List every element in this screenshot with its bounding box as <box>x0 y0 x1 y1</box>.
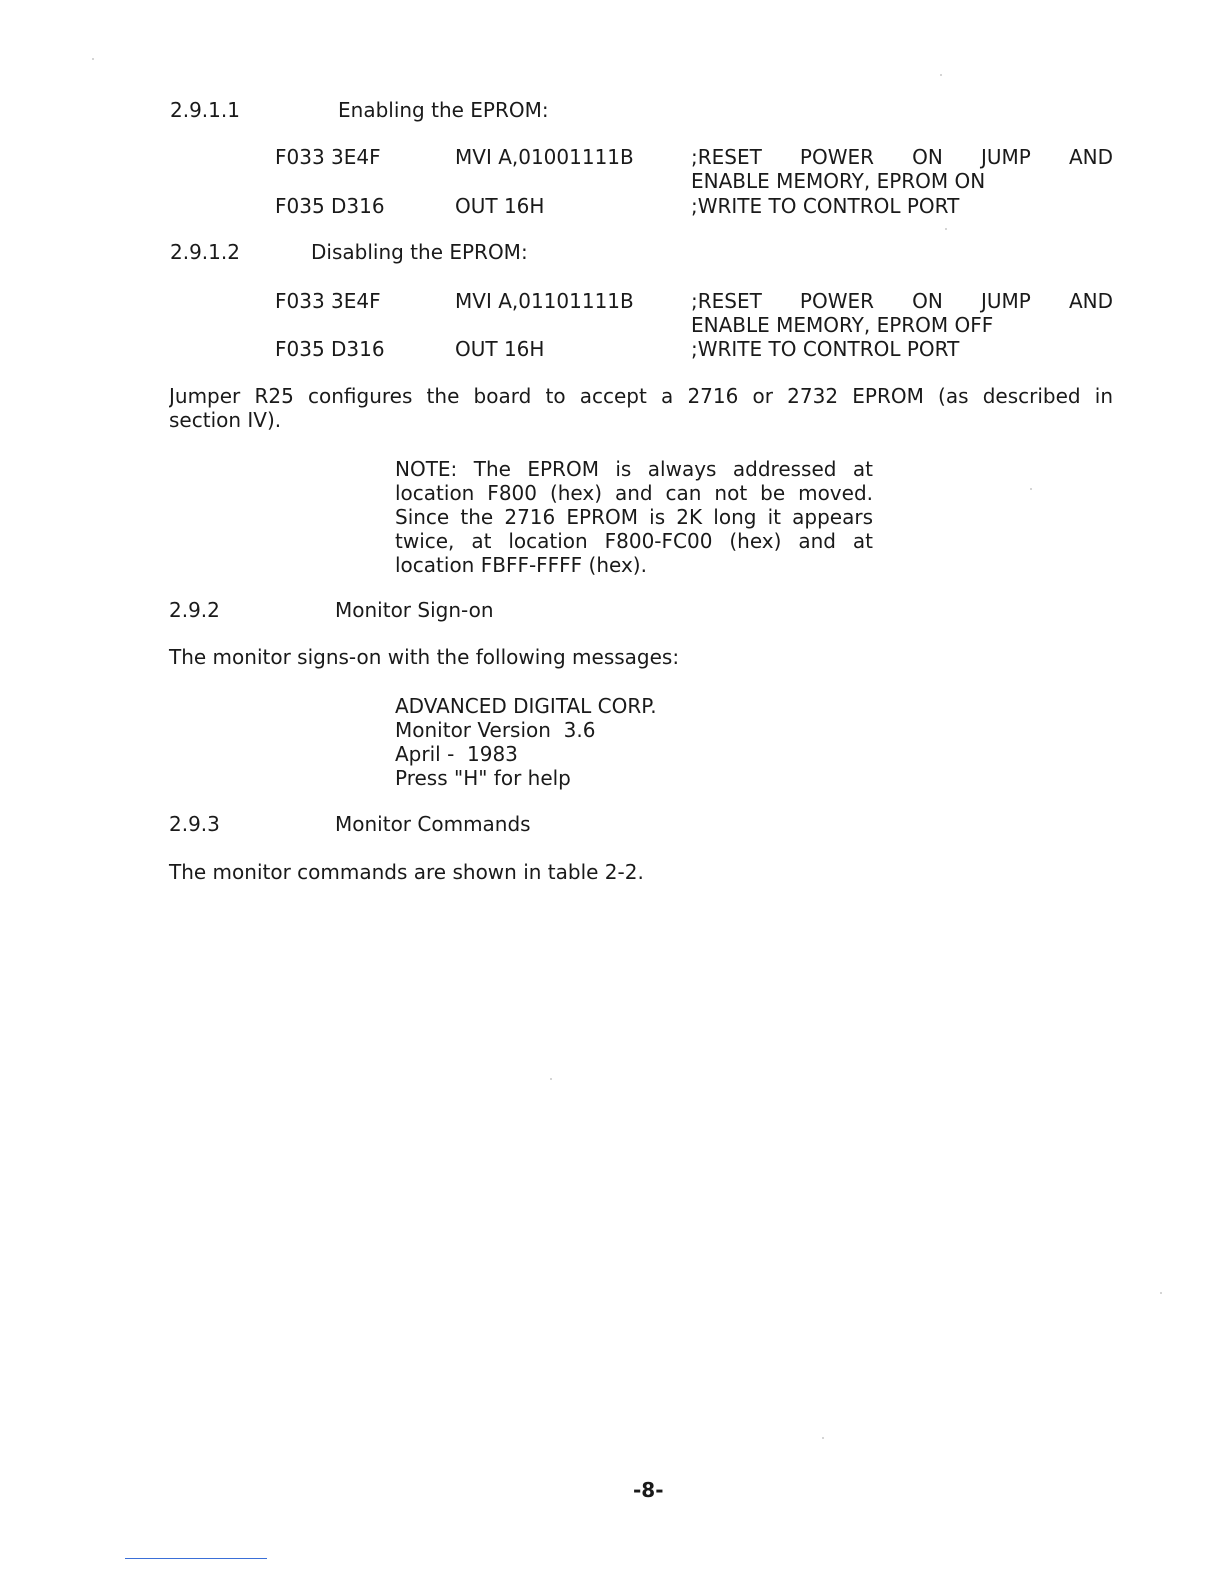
scan-speck <box>1030 488 1032 490</box>
sign-on-line: April - 1983 <box>395 742 518 766</box>
code-address: F033 3E4F <box>275 145 381 169</box>
sign-on-line: ADVANCED DIGITAL CORP. <box>395 694 657 718</box>
body-paragraph: The monitor signs-on with the following messages: <box>169 645 680 669</box>
code-comment: ;WRITE TO CONTROL PORT <box>691 337 960 361</box>
code-comment: ;WRITE TO CONTROL PORT <box>691 194 960 218</box>
sign-on-line: Monitor Version 3.6 <box>395 718 596 742</box>
sign-on-line: Press "H" for help <box>395 766 571 790</box>
code-instruction: OUT 16H <box>455 194 545 218</box>
section-title: Monitor Commands <box>335 812 531 836</box>
scan-speck <box>1160 1292 1162 1294</box>
code-comment: ;RESET POWER ON JUMP AND <box>691 145 1113 169</box>
scan-speck <box>822 1437 824 1439</box>
section-number: 2.9.1.1 <box>170 98 240 122</box>
page-number: -8- <box>633 1478 664 1502</box>
code-address: F035 D316 <box>275 337 385 361</box>
section-number: 2.9.1.2 <box>170 240 240 264</box>
code-comment-continued: ENABLE MEMORY, EPROM ON <box>691 169 986 193</box>
body-paragraph-continued: section IV). <box>169 408 282 432</box>
code-comment-continued: ENABLE MEMORY, EPROM OFF <box>691 313 994 337</box>
code-instruction: OUT 16H <box>455 337 545 361</box>
section-number: 2.9.3 <box>169 812 220 836</box>
body-paragraph: Jumper R25 configures the board to accept a 2716 or 2732 EPROM (as described in <box>169 384 1113 408</box>
note-block: NOTE: The EPROM is always addressed at location F800 (hex) and can not be moved. Since the 2716 EPROM is 2K long it appears twice, at location F800-FC00 (hex) and at location FBFF-FFFF (hex). <box>395 457 873 577</box>
code-comment: ;RESET POWER ON JUMP AND <box>691 289 1113 313</box>
body-paragraph: The monitor commands are shown in table 2-2. <box>169 860 644 884</box>
scan-speck <box>550 1078 552 1080</box>
section-title: Disabling the EPROM: <box>311 240 528 264</box>
scan-speck <box>92 58 94 60</box>
footer-rule <box>125 1558 267 1559</box>
scan-speck <box>945 228 947 230</box>
sign-on-messages <box>395 694 657 790</box>
code-instruction: MVI A,01101111B <box>455 289 634 313</box>
section-number: 2.9.2 <box>169 598 220 622</box>
code-instruction: MVI A,01001111B <box>455 145 634 169</box>
section-title: Enabling the EPROM: <box>338 98 549 122</box>
section-title: Monitor Sign-on <box>335 598 494 622</box>
code-address: F033 3E4F <box>275 289 381 313</box>
code-address: F035 D316 <box>275 194 385 218</box>
scan-speck <box>940 74 942 76</box>
